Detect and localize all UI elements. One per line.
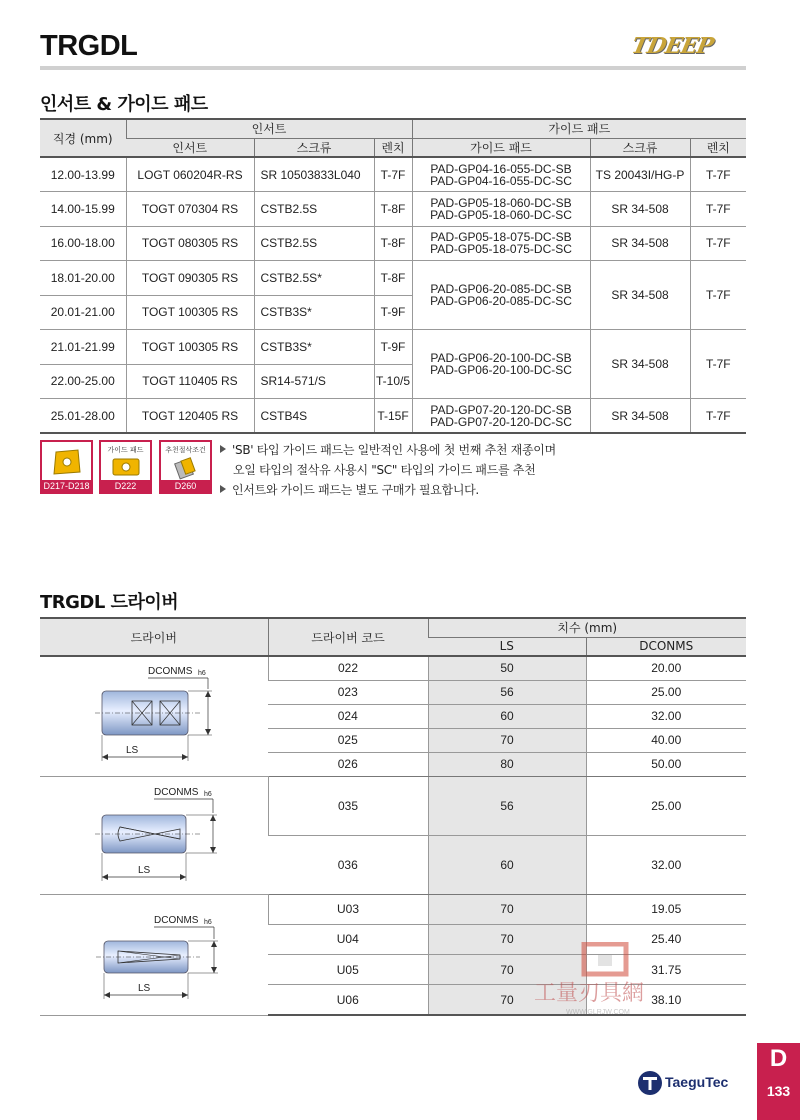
cell-code: 025 (268, 728, 428, 752)
cell-code: U04 (268, 924, 428, 954)
watermark-url: WWW.GLRJW.COM (566, 1009, 630, 1016)
cell-diameter: 21.01-21.99 (40, 330, 126, 365)
col-group-insert: 인서트 (126, 119, 412, 138)
driver-drawing-3 (40, 894, 268, 1015)
cell-dconms: 38.10 (586, 985, 746, 1015)
ref-icon-label: D217-D218 (43, 481, 90, 491)
cell-guide-pad (412, 399, 590, 434)
page-number: 133 (766, 1083, 791, 1099)
drawing-label-h6: h6 (204, 918, 212, 926)
cell-screw: CSTB2.5S (254, 226, 374, 261)
cell-guide-screw: SR 34-508 (590, 330, 690, 399)
note-2: 오일 타입의 절삭유 사용시 "SC" 타입의 가이드 패드를 추천 (233, 463, 536, 477)
drawing-label-dconms: DCONMS (154, 786, 199, 798)
cell-ls: 70 (428, 728, 586, 752)
cell-diameter: 18.01-20.00 (40, 261, 126, 296)
cell-diameter: 22.00-25.00 (40, 364, 126, 399)
col-group-guide: 가이드 패드 (412, 119, 746, 138)
col-guide-wrench: 렌치 (690, 138, 746, 157)
section-tab (757, 1043, 800, 1120)
cell-insert: TOGT 120405 RS (126, 399, 254, 434)
col-wrench: 렌치 (374, 138, 412, 157)
table-row (40, 330, 746, 365)
cell-guide-wrench: T-7F (690, 157, 746, 192)
cell-screw: CSTB3S* (254, 330, 374, 365)
drawing-label-ls: LS (138, 864, 151, 876)
col-driver: 드라이버 (40, 618, 268, 656)
col-guide-pad: 가이드 패드 (412, 138, 590, 157)
guide-pad-sb: PAD-GP05-18-060-DC-SB (430, 195, 572, 210)
cell-guide-wrench: T-7F (690, 192, 746, 227)
ref-icon-label: D222 (101, 480, 150, 492)
title-rule (40, 66, 746, 70)
cell-ls: 50 (428, 656, 586, 680)
ref-icon-cutting-conditions[interactable] (159, 440, 212, 494)
cell-screw: CSTB2.5S (254, 192, 374, 227)
driver-drawing-2 (40, 776, 268, 894)
driver-drawing-1 (40, 656, 268, 776)
guide-pad-sc: PAD-GP06-20-085-DC-SC (430, 294, 572, 308)
cell-insert: LOGT 060204R-RS (126, 157, 254, 192)
section-title-inserts: 인서트 & 가이드 패드 (40, 94, 208, 115)
cell-dconms: 25.00 (586, 680, 746, 704)
cell-screw: SR 10503833L040 (254, 157, 374, 192)
col-guide-screw: 스크류 (590, 138, 690, 157)
page-title: TRGDL (40, 30, 138, 62)
bullet-arrow-icon (220, 445, 226, 453)
cutting-conditions-icon (161, 455, 210, 481)
cell-insert: TOGT 110405 RS (126, 364, 254, 399)
guide-pad-sc: PAD-GP07-20-120-DC-SC (430, 414, 572, 429)
cell-ls: 56 (428, 776, 586, 835)
bullet-arrow-icon (220, 485, 226, 493)
cell-guide-pad (412, 261, 590, 330)
cell-wrench: T-8F (374, 261, 412, 296)
cell-guide-screw: SR 34-508 (590, 399, 690, 434)
guide-pad-sc: PAD-GP06-20-100-DC-SC (430, 363, 572, 377)
table-row (40, 226, 746, 261)
drawing-label-h6: h6 (198, 670, 206, 678)
cell-screw: CSTB2.5S* (254, 261, 374, 296)
cell-insert: TOGT 070304 RS (126, 192, 254, 227)
insert-guide-table (40, 118, 746, 434)
guide-pad-sb: PAD-GP05-18-075-DC-SB (430, 230, 572, 245)
guide-pad-sb: PAD-GP07-20-120-DC-SB (430, 402, 572, 417)
cell-guide-wrench: T-7F (690, 226, 746, 261)
taegutec-emblem-icon (637, 1070, 663, 1096)
cell-dconms: 40.00 (586, 728, 746, 752)
cell-wrench: T-7F (374, 157, 412, 192)
drawing-label-dconms: DCONMS (154, 914, 199, 926)
cell-ls: 70 (428, 955, 586, 985)
ref-icon-label: D260 (161, 480, 210, 492)
col-screw: 스크류 (254, 138, 374, 157)
ref-icon-caption: 가이드 패드 (107, 446, 144, 454)
cell-guide-screw: SR 34-508 (590, 226, 690, 261)
cell-diameter: 16.00-18.00 (40, 226, 126, 261)
cell-dconms: 25.40 (586, 924, 746, 954)
cell-diameter: 25.01-28.00 (40, 399, 126, 434)
drawing-label-h6: h6 (204, 790, 212, 798)
tdeep-logo (629, 33, 748, 61)
cell-guide-pad (412, 157, 590, 192)
cell-screw: CSTB4S (254, 399, 374, 434)
note-1 (220, 441, 556, 458)
cell-wrench: T-15F (374, 399, 412, 434)
driver-drawing-3-svg (40, 895, 268, 1015)
cell-ls: 60 (428, 835, 586, 894)
cell-ls: 70 (428, 985, 586, 1015)
cell-wrench: T-8F (374, 192, 412, 227)
cell-diameter: 20.01-21.00 (40, 295, 126, 330)
cell-diameter: 14.00-15.99 (40, 192, 126, 227)
cell-insert: TOGT 090305 RS (126, 261, 254, 296)
driver-drawing-2-svg (40, 777, 268, 894)
cell-guide-wrench: T-7F (690, 330, 746, 399)
cell-code: 022 (268, 656, 428, 680)
table-row (40, 656, 746, 680)
cell-dconms: 32.00 (586, 835, 746, 894)
guide-pad-icon (101, 455, 150, 481)
cell-guide-wrench: T-7F (690, 399, 746, 434)
cell-wrench: T-9F (374, 330, 412, 365)
col-diameter: 직경 (mm) (40, 119, 126, 157)
drawing-label-ls: LS (126, 745, 139, 757)
ref-icon-insert[interactable] (40, 440, 93, 494)
cell-insert: TOGT 100305 RS (126, 330, 254, 365)
guide-pad-sc: PAD-GP05-18-060-DC-SC (430, 207, 572, 222)
cell-wrench: T-9F (374, 295, 412, 330)
cell-code: U05 (268, 955, 428, 985)
guide-pad-sc: PAD-GP05-18-075-DC-SC (430, 242, 572, 257)
cell-ls: 80 (428, 752, 586, 776)
cell-guide-pad (412, 226, 590, 261)
cell-code: 035 (268, 776, 428, 835)
section-title-driver: TRGDL 드라이버 (40, 592, 179, 613)
insert-shape-icon (42, 444, 91, 482)
col-dconms: DCONMS (586, 637, 746, 656)
taegutec-logo (637, 1068, 749, 1098)
tdeep-logo-text: TDEEP (629, 33, 716, 59)
cell-guide-wrench: T-7F (690, 261, 746, 330)
cell-insert: TOGT 080305 RS (126, 226, 254, 261)
cell-guide-pad (412, 192, 590, 227)
guide-pad-sb: PAD-GP06-20-085-DC-SB (430, 282, 572, 296)
cell-dconms: 20.00 (586, 656, 746, 680)
guide-pad-sb: PAD-GP06-20-100-DC-SB (430, 351, 572, 365)
table-row (40, 776, 746, 835)
note-3 (220, 481, 479, 498)
cell-diameter: 12.00-13.99 (40, 157, 126, 192)
col-driver-code: 드라이버 코드 (268, 618, 428, 656)
cell-guide-pad (412, 330, 590, 399)
cell-guide-screw: TS 20043I/HG-P (590, 157, 690, 192)
guide-pad-sb: PAD-GP04-16-055-DC-SB (430, 161, 572, 176)
guide-pad-sc: PAD-GP04-16-055-DC-SC (430, 173, 572, 188)
cell-code: 024 (268, 704, 428, 728)
watermark-chars: 工量刃具網 (534, 981, 645, 1006)
cell-guide-screw: SR 34-508 (590, 192, 690, 227)
driver-drawing-1-svg (40, 657, 268, 775)
col-dimensions: 치수 (mm) (428, 618, 746, 637)
cell-code: 023 (268, 680, 428, 704)
watermark-logo-icon (530, 942, 710, 1017)
drawing-label-ls: LS (138, 982, 151, 994)
cell-screw: CSTB3S* (254, 295, 374, 330)
cell-code: 026 (268, 752, 428, 776)
taegutec-brand: TaeguTec (665, 1074, 729, 1090)
cell-wrench: T-10/5 (374, 364, 412, 399)
drawing-label-dconms: DCONMS (148, 666, 193, 678)
cell-guide-screw: SR 34-508 (590, 261, 690, 330)
table-row (40, 399, 746, 434)
cell-insert: TOGT 100305 RS (126, 295, 254, 330)
cell-ls: 60 (428, 704, 586, 728)
cell-dconms: 50.00 (586, 752, 746, 776)
cell-dconms: 25.00 (586, 776, 746, 835)
cell-wrench: T-8F (374, 226, 412, 261)
cell-code: U06 (268, 985, 428, 1015)
col-ls: LS (428, 637, 586, 656)
cell-ls: 70 (428, 924, 586, 954)
cell-code: 036 (268, 835, 428, 894)
watermark (530, 942, 710, 1017)
note-1-text: 'SB' 타입 가이드 패드는 일반적인 사용에 첫 번째 추천 재종이며 (232, 443, 556, 457)
cell-dconms: 19.05 (586, 894, 746, 924)
table-row (40, 894, 746, 924)
cell-screw: SR14-571/S (254, 364, 374, 399)
col-insert: 인서트 (126, 138, 254, 157)
table-row (40, 261, 746, 296)
ref-icon-caption: 추천절삭조건 (165, 446, 206, 454)
cell-code: U03 (268, 894, 428, 924)
ref-icon-guide-pad[interactable] (99, 440, 152, 494)
table-row (40, 157, 746, 192)
cell-dconms: 32.00 (586, 704, 746, 728)
note-3-text: 인서트와 가이드 패드는 별도 구매가 필요합니다. (232, 483, 479, 497)
table-row (40, 192, 746, 227)
cell-dconms: 31.75 (586, 955, 746, 985)
cell-ls: 70 (428, 894, 586, 924)
section-tab-letter: D (769, 1045, 788, 1072)
cell-ls: 56 (428, 680, 586, 704)
